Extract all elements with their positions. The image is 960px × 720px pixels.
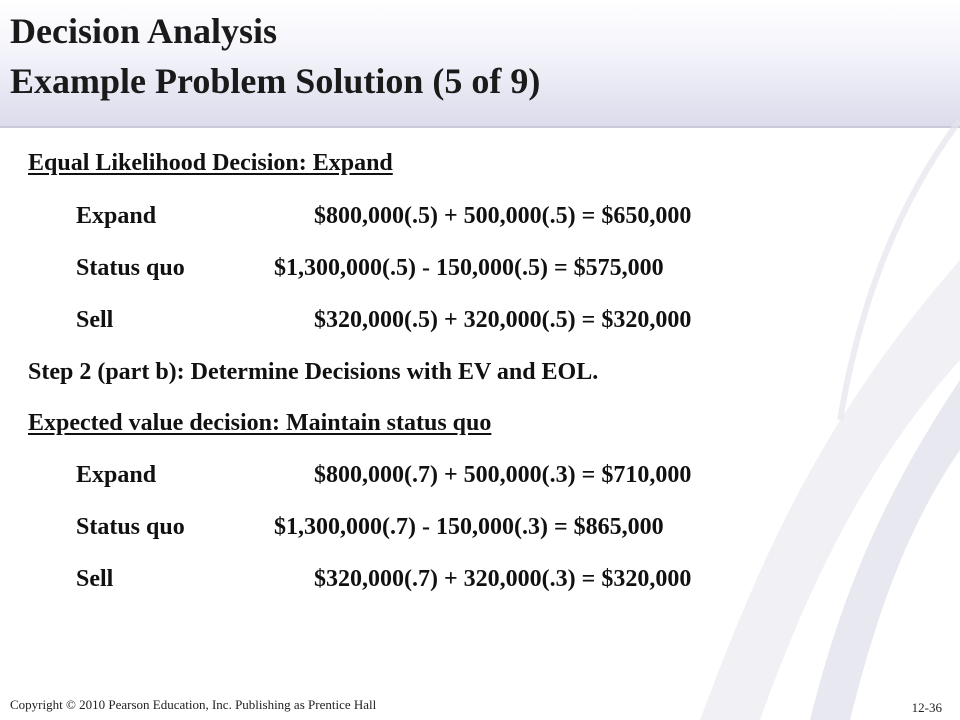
step2-text: Step 2 (part b): Determine Decisions with EV and EOL.	[28, 359, 599, 385]
title-line-1: Decision Analysis	[10, 11, 278, 51]
page-number: 12-36	[911, 700, 942, 715]
slide-title	[10, 6, 910, 106]
el-row-formula: $800,000(.5) + 500,000(.5) = $650,000	[314, 203, 692, 229]
el-row-formula: $1,300,000(.5) - 150,000(.5) = $575,000	[274, 255, 664, 281]
equal-likelihood-heading: Equal Likelihood Decision: Expand	[28, 150, 393, 176]
el-row-label: Sell	[76, 307, 114, 333]
el-row-formula: $320,000(.5) + 320,000(.5) = $320,000	[314, 307, 692, 333]
ev-row-formula: $800,000(.7) + 500,000(.3) = $710,000	[314, 462, 692, 488]
expected-value-heading: Expected value decision: Maintain status quo	[28, 410, 492, 436]
copyright-notice: Copyright © 2010 Pearson Education, Inc. Publishing as Prentice Hall	[10, 697, 377, 712]
el-row-label: Expand	[76, 203, 157, 229]
ev-row-formula: $320,000(.7) + 320,000(.3) = $320,000	[314, 566, 692, 592]
ev-row-formula: $1,300,000(.7) - 150,000(.3) = $865,000	[274, 514, 664, 540]
ev-row-label: Status quo	[76, 514, 185, 540]
ev-row-label: Sell	[76, 566, 114, 592]
ev-row-label: Expand	[76, 462, 157, 488]
title-line-2: Example Problem Solution (5 of 9)	[10, 61, 541, 101]
el-row-label: Status quo	[76, 255, 185, 281]
